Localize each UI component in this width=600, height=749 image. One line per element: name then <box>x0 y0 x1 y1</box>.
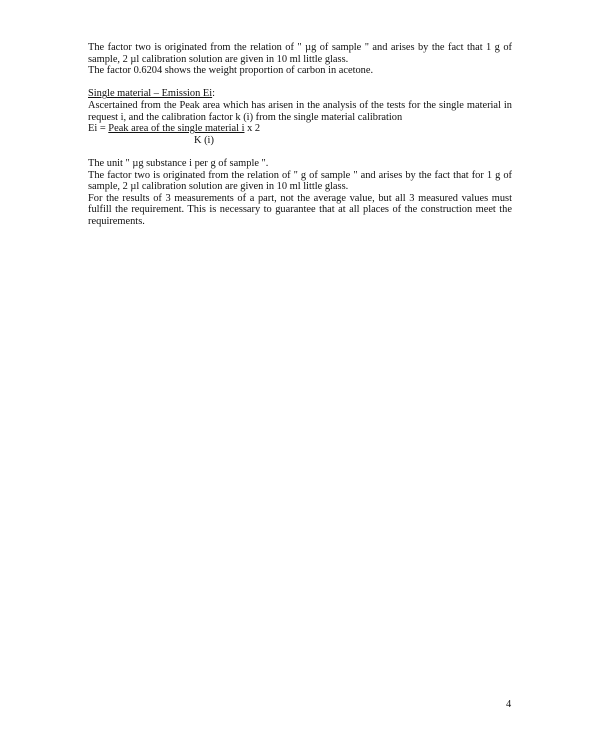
paragraph-ascertained: Ascertained from the Peak area which has arisen in the analysis of the tests for the single material in request i, and the calibration factor k (i) from the single material calibration <box>88 99 512 123</box>
paragraph-gap <box>88 146 512 158</box>
section-heading-text: Single material – Emission Ei <box>88 88 213 100</box>
page-number: 4 <box>506 699 512 710</box>
formula-lhs: Ei = <box>88 123 109 135</box>
section-heading <box>88 88 512 100</box>
paragraph-factor-two-second: The factor two is originated from the relation of " g of sample " and arises by the fact that for 1 g of sample, 2 µl calibration solution are given in 10 ml little glass. <box>88 169 512 193</box>
formula-line <box>88 123 512 135</box>
formula-denominator: K (i) <box>194 134 214 146</box>
paragraph-gap <box>88 77 512 89</box>
formula-tail: x 2 <box>244 123 261 135</box>
formula-numerator: Peak area of the single material i <box>108 123 245 135</box>
paragraph-unit: The unit " µg substance i per g of sample ". <box>88 157 269 169</box>
paragraph-factor-two: The factor two is originated from the relation of " µg of sample " and arises by the fact that 1 g of sample, 2 µl calibration solution are given in 10 ml little glass. <box>88 42 512 65</box>
paragraph-measurements: For the results of 3 measurements of a part, not the average value, but all 3 measured values must fulfill the requirement. This is necessary to guarantee that at all places of the construction meet the requirements. <box>88 192 512 227</box>
document-body <box>88 42 512 228</box>
section-heading-colon: : <box>212 88 215 100</box>
paragraph-factor-carbon: The factor 0.6204 shows the weight proportion of carbon in acetone. <box>88 65 374 77</box>
